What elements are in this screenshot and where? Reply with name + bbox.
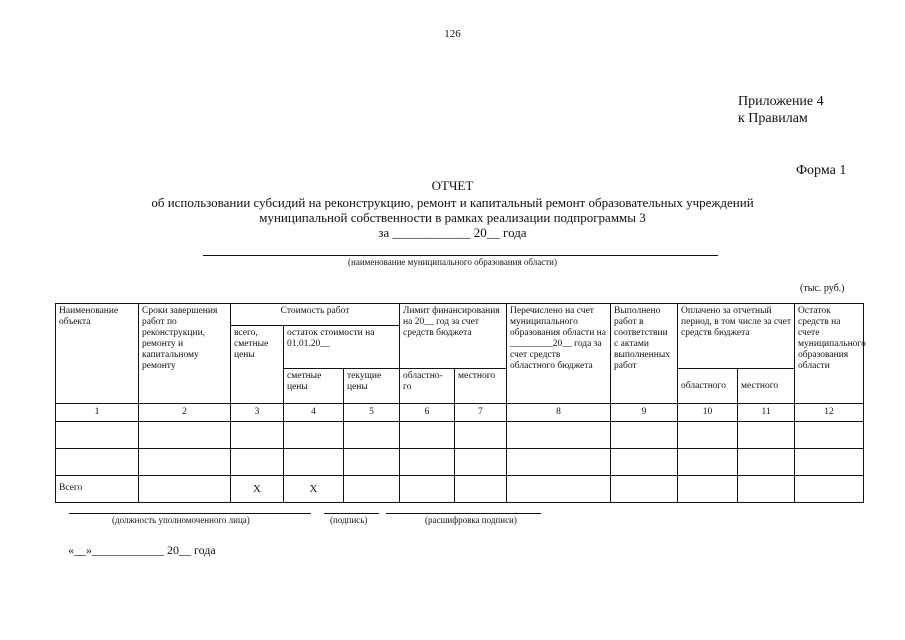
table-cell[interactable] — [795, 475, 864, 502]
header-estimate-prices: сметные цены — [284, 369, 344, 404]
table-cell[interactable] — [738, 448, 795, 475]
table-cell[interactable] — [507, 421, 611, 448]
header-remaining-cost: остаток стоимости на 01.01.20__ — [284, 326, 400, 369]
table-cell[interactable] — [738, 475, 795, 502]
column-number: 2 — [139, 404, 231, 422]
signature-sign-caption: (подпись) — [330, 515, 368, 525]
table-cell[interactable] — [56, 448, 139, 475]
column-number: 6 — [400, 404, 455, 422]
table-cell[interactable] — [284, 448, 344, 475]
header-balance: Остаток средств на счете муниципального образования области — [795, 304, 864, 404]
signature-decode-caption: (расшифровка подписи) — [425, 515, 517, 525]
table-cell[interactable] — [400, 475, 455, 502]
signature-position-caption: (должность уполномоченного лица) — [112, 515, 250, 525]
table-row — [56, 448, 864, 475]
table-cell[interactable] — [611, 475, 678, 502]
table-cell[interactable] — [344, 448, 400, 475]
page-number: 126 — [444, 28, 461, 40]
table-cell[interactable] — [400, 421, 455, 448]
form-label: Форма 1 — [796, 163, 847, 178]
total-row — [56, 475, 864, 502]
column-number: 7 — [455, 404, 507, 422]
column-number: 9 — [611, 404, 678, 422]
column-number: 10 — [678, 404, 738, 422]
header-paid: Оплачено за отчетный период, в том числе за счет средств бюджета — [678, 304, 795, 369]
municipality-line — [203, 255, 718, 256]
table-cell[interactable] — [231, 448, 284, 475]
table-cell[interactable] — [139, 475, 231, 502]
signature-sign-line — [324, 513, 379, 514]
report-period: за ____________ 20__ года — [378, 225, 527, 240]
header-transferred: Перечислено на счет муниципального образования области на _________20__ года за счет средств областного бюджета — [507, 304, 611, 404]
table-cell[interactable] — [678, 448, 738, 475]
table-cell[interactable] — [284, 421, 344, 448]
units-label: (тыс. руб.) — [800, 283, 845, 294]
header-paid-local: местного — [738, 369, 795, 404]
table-cell[interactable] — [139, 421, 231, 448]
table-row — [56, 421, 864, 448]
table-cell[interactable] — [678, 421, 738, 448]
table-cell[interactable] — [795, 448, 864, 475]
total-mark-total-estimate: Х — [231, 475, 284, 502]
report-subtitle-line-2: муниципальной собственности в рамках реализации подпрограммы 3 — [259, 210, 646, 225]
total-mark-estimate-prices: Х — [284, 475, 344, 502]
header-paid-regional: областного — [678, 369, 738, 404]
header-cost: Стоимость работ — [231, 304, 400, 326]
appendix-line-1: Приложение 4 — [738, 94, 824, 109]
report-subtitle-line-1: об использовании субсидий на реконструкцию, ремонт и капитальный ремонт образовательных учреждений — [151, 195, 754, 210]
header-limit-local: местного — [455, 369, 507, 404]
report-title: ОТЧЕТ — [431, 178, 474, 193]
column-number: 4 — [284, 404, 344, 422]
table-cell[interactable] — [738, 421, 795, 448]
header-current-prices: текущие цены — [344, 369, 400, 404]
municipality-caption: (наименование муниципального образования области) — [348, 257, 557, 267]
table-cell[interactable] — [231, 421, 284, 448]
table-cell[interactable] — [400, 448, 455, 475]
header-object-name: Наименование объекта — [56, 304, 139, 404]
table-cell[interactable] — [344, 475, 400, 502]
appendix-line-2: к Правилам — [738, 111, 808, 126]
table-cell[interactable] — [507, 475, 611, 502]
signature-position-line — [69, 513, 311, 514]
table-cell[interactable] — [455, 448, 507, 475]
header-total-estimate: всего, сметные цены — [231, 326, 284, 404]
table-cell[interactable] — [795, 421, 864, 448]
table-cell[interactable] — [455, 421, 507, 448]
report-table — [55, 303, 864, 503]
column-number: 3 — [231, 404, 284, 422]
header-deadlines: Сроки завершения работ по реконструкции, ремонту и капитальному ремонту — [139, 304, 231, 404]
date-line: «__»____________ 20__ года — [68, 543, 216, 557]
signature-decode-line — [386, 513, 541, 514]
header-completed: Выполнено работ в соответствии с актами выполненных работ — [611, 304, 678, 404]
table-cell[interactable] — [455, 475, 507, 502]
column-number: 11 — [738, 404, 795, 422]
table-cell[interactable] — [507, 448, 611, 475]
table-cell[interactable] — [678, 475, 738, 502]
header-limit: Лимит финансирования на 20__ год за счет средств бюджета — [400, 304, 507, 369]
total-label: Всего — [56, 475, 139, 502]
column-number: 5 — [344, 404, 400, 422]
table-cell[interactable] — [56, 421, 139, 448]
header-limit-regional: областно-го — [400, 369, 455, 404]
table-cell[interactable] — [611, 421, 678, 448]
table-cell[interactable] — [344, 421, 400, 448]
column-number: 1 — [56, 404, 139, 422]
column-number: 8 — [507, 404, 611, 422]
table-cell[interactable] — [139, 448, 231, 475]
table-cell[interactable] — [611, 448, 678, 475]
column-number: 12 — [795, 404, 864, 422]
